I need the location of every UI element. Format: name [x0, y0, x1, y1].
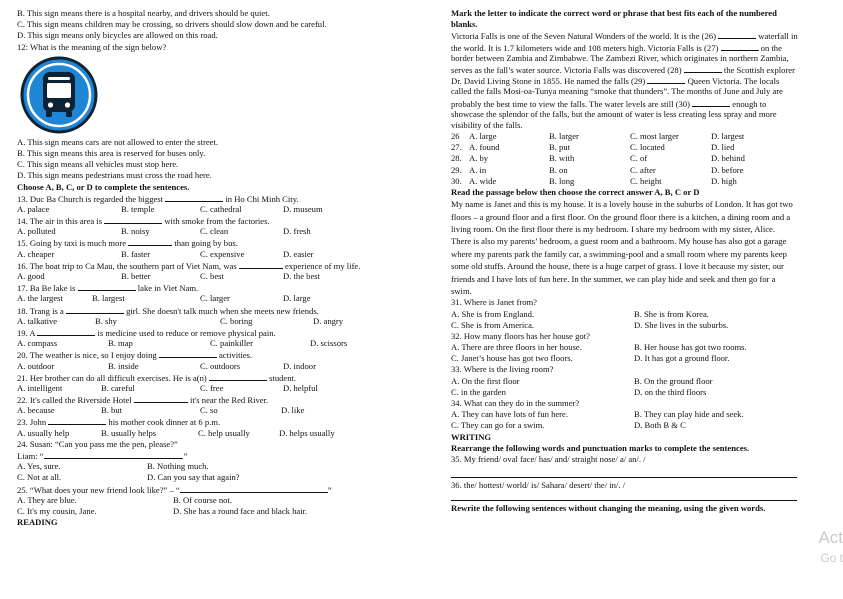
option-a[interactable]: A. intelligent [17, 382, 63, 393]
question-34: 34. What can they do in the summer? [451, 398, 580, 408]
option-a[interactable]: A. good [17, 271, 45, 281]
option-c[interactable]: C. located [630, 142, 665, 153]
question-32: 32. How many floors has her house got? [451, 330, 590, 341]
question-25: 25. “What does your new friend look like?” – “ ” [17, 484, 332, 495]
option-c[interactable]: C. best [200, 271, 224, 281]
option-d[interactable]: D. on the third floors [634, 386, 707, 397]
option-a[interactable]: A. because [17, 405, 55, 416]
option-c[interactable]: C. so [200, 405, 218, 416]
option-d[interactable]: D. easier [283, 248, 314, 259]
option-d[interactable]: D. Can you say that again? [147, 472, 240, 483]
option-b[interactable]: B. Her house has got two rooms. [634, 342, 747, 353]
option-b[interactable]: B. long [549, 175, 575, 186]
options-row [451, 153, 836, 164]
option-d[interactable]: D. largest [711, 131, 745, 142]
option-d[interactable]: D. the best [283, 271, 320, 281]
passage-line: some old stuffs. Around the house, there is a huge carpet of grass. I love it because my sister, our [451, 261, 784, 272]
answer-blank[interactable] [104, 215, 162, 224]
section-heading: blanks. [451, 19, 478, 30]
question-16: 16. The boat trip to Ca Mau, the southern part of Viet Nam, was experience of my life. [17, 260, 361, 271]
option-a[interactable]: A. Yes, sure. [17, 461, 61, 472]
option-c[interactable]: C. expensive [200, 248, 245, 259]
answer-blank[interactable] [692, 98, 730, 107]
option-d[interactable]: D. helpful [283, 382, 318, 393]
option-b[interactable]: B. on [549, 164, 568, 175]
right-column [451, 8, 836, 515]
option-d[interactable]: D. like [281, 405, 305, 416]
reading-heading: READING [17, 517, 58, 528]
option-b[interactable]: B. She is from Korea. [634, 308, 709, 319]
question-17: 17. Ba Be lake is lake in Viet Nam. [17, 283, 199, 294]
passage-line: serves as the fall’s water source. Victoria Falls was discovered (28) the Scottish explorer [451, 64, 795, 75]
options-row [451, 131, 836, 142]
passage-line: the world. It is 1.7 kilometers wide and 108 meters high. Victoria Falls is (27) on the [451, 42, 782, 53]
passage-line: where my parents park the family car, a swimming-pool and a small room where my parents keep [451, 248, 787, 259]
option-text: D. This sign means pedestrians must cross the road here. [17, 170, 212, 181]
option-d[interactable]: D. She has a round face and black hair. [173, 505, 308, 516]
writing-heading: WRITING [451, 431, 492, 442]
option-text: C. This sign means children may be crossing, so drivers should slow down and be careful. [17, 19, 327, 30]
option-a[interactable]: A. There are three floors in her house. [451, 342, 582, 353]
option-d[interactable]: D. It has got a ground floor. [634, 353, 730, 364]
options-row [17, 226, 407, 237]
option-text: D. This sign means only bicycles are allowed on this road. [17, 30, 218, 41]
passage-line: There is also my parents’ bedroom, a guest room and a bathroom. My house has also got a garage [451, 236, 787, 247]
option-text: C. This sign means all vehicles must stop here. [17, 159, 179, 170]
options-row [451, 409, 836, 420]
option-d[interactable]: D. fresh [283, 226, 311, 237]
question-number: 27. [451, 142, 462, 153]
options-row [451, 420, 836, 431]
option-text: B. This sign means there is a hospital nearby, and drivers should be quiet. [17, 8, 270, 18]
answer-blank[interactable] [78, 282, 136, 291]
question-20: 20. The weather is nice, so I enjoy doing activities. [17, 350, 253, 361]
option-d[interactable]: D. lied [711, 142, 735, 153]
option-a[interactable]: A. usually help [17, 427, 70, 438]
options-row [451, 342, 836, 353]
option-b[interactable]: B. faster [121, 248, 151, 259]
option-d[interactable]: D. large [283, 293, 311, 304]
option-b[interactable]: B. put [549, 142, 571, 153]
option-c[interactable]: C. of [630, 153, 648, 164]
option-c[interactable]: C. painkiller [210, 338, 253, 349]
option-c[interactable]: C. They can go for a swim. [451, 420, 545, 431]
option-c[interactable]: C. cathedral [200, 203, 242, 214]
option-b[interactable]: B. careful [101, 382, 135, 393]
section-heading: Choose A, B, C, or D to complete the sentences. [17, 181, 190, 192]
question-33: 33. Where is the living room? [451, 364, 554, 375]
option-a[interactable]: A. found [469, 142, 500, 153]
option-a[interactable]: A. They are blue. [17, 494, 77, 505]
options-row [17, 405, 407, 416]
passage-line: border between Zambia and Zimbabwe. The Zambezi River, which originates in northern Zambia, [451, 52, 789, 63]
option-text: B. This sign means this area is reserved for buses only. [17, 147, 206, 158]
option-b[interactable]: B. larger [549, 131, 579, 142]
answer-blank[interactable] [647, 75, 685, 84]
answer-blank[interactable] [128, 237, 172, 246]
passage-victoria-falls [451, 30, 836, 131]
passage-line: visibility of the falls. [451, 119, 523, 130]
option-b[interactable]: B. Nothing much. [147, 461, 209, 472]
option-b[interactable]: B. noisy [121, 226, 150, 237]
option-b[interactable]: B. temple [121, 203, 155, 214]
option-b[interactable]: B. On the ground floor [634, 375, 713, 386]
option-a[interactable]: A. They can have lots of fun here. [451, 409, 569, 420]
options-row [17, 361, 407, 372]
option-c[interactable]: C. boring [220, 315, 253, 326]
left-column [17, 8, 407, 528]
option-b[interactable]: B. but [101, 405, 123, 416]
option-a[interactable]: A. wide [469, 175, 497, 186]
options-row [17, 338, 407, 349]
option-c[interactable]: C. She is from America. [451, 319, 535, 330]
options-row [451, 320, 836, 331]
question-36: 36. the/ hottest/ world/ is/ Sahara/ desert/ the/ in/. / [451, 480, 625, 491]
option-b[interactable]: B. Of course not. [173, 494, 232, 505]
answer-blank[interactable] [159, 349, 217, 358]
passage-line: Dr. David Living Stone in 1855. He named the falls (29) Queen Victoria. The locals [451, 76, 780, 87]
section-heading: Read the passage below then choose the correct answer A, B, C or D [451, 187, 700, 197]
passage-line: swim. [451, 285, 472, 296]
options-row [451, 309, 836, 320]
option-c[interactable]: C. Not at all. [17, 472, 62, 483]
options-row [17, 293, 407, 304]
section-heading: Mark the letter to indicate the correct word or phrase that best fits each of the numbered [451, 8, 777, 18]
options-row [451, 142, 836, 153]
question-35: 35. My friend/ oval face/ has/ and/ straight nose/ a/ an/. / [451, 453, 646, 464]
question-18: 18. Trang is a girl. She doesn't talk much when she meets new friends. [17, 305, 319, 316]
answer-blank[interactable] [721, 42, 759, 51]
answer-blank[interactable] [134, 394, 188, 403]
option-c[interactable]: C. in the garden [451, 386, 506, 397]
option-a[interactable]: A. polluted [17, 226, 56, 237]
option-a[interactable]: A. the largest [17, 293, 63, 304]
options-row [451, 387, 836, 398]
option-a[interactable]: A. in [469, 164, 487, 175]
option-d[interactable]: D. scissors [310, 338, 348, 349]
options-row [17, 428, 407, 439]
option-d[interactable]: D. helps usually [279, 427, 335, 438]
answer-blank[interactable] [684, 64, 722, 73]
section-heading: Rearrange the following words and punctuation marks to complete the sentences. [451, 442, 750, 453]
option-b[interactable]: B. usually helps [101, 427, 157, 438]
option-c[interactable]: C. after [630, 164, 656, 175]
options-row [17, 495, 407, 506]
options-row [17, 316, 407, 327]
options-row [451, 376, 836, 387]
option-d[interactable]: D. indoor [283, 360, 316, 371]
option-d[interactable]: D. before [711, 164, 744, 175]
options-row [451, 176, 836, 187]
option-b[interactable]: B. shy [95, 315, 117, 326]
option-c[interactable]: C. clean [200, 226, 229, 237]
passage-line: floors – a ground floor and a first floor. On the ground floor there is a kitchen, a dining room and a [451, 211, 791, 222]
answer-blank[interactable] [44, 450, 182, 459]
option-b[interactable]: B. with [549, 153, 575, 164]
answer-blank[interactable] [165, 193, 223, 202]
option-d[interactable]: D. museum [283, 203, 323, 214]
question-number: 29. [451, 164, 462, 175]
activation-watermark-title: Act [818, 528, 843, 547]
option-d[interactable]: D. high [711, 175, 737, 186]
passage-line: probably the best time to view the falls. The water levels are still (30) enough to [451, 98, 767, 109]
passage-janet [451, 198, 836, 297]
option-d[interactable]: D. behind [711, 153, 745, 164]
question-12: 12: What is the meaning of the sign below? [17, 41, 167, 52]
option-a[interactable]: A. large [469, 131, 497, 142]
option-c[interactable]: C. It's my cousin, Jane. [17, 505, 97, 516]
question-15: 15. Going by taxi is much more than going by bus. [17, 238, 238, 249]
options-row [17, 249, 407, 260]
options-row [17, 271, 407, 282]
option-a[interactable]: A. palace [17, 203, 50, 214]
option-text: A. This sign means cars are not allowed to enter the street. [17, 136, 219, 147]
passage-line: Victoria Falls is one of the Seven Natural Wonders of the world. It is the (26) waterfall in [451, 31, 798, 42]
question-14: 14. The air in this area is with smoke from the factories. [17, 216, 270, 227]
option-b[interactable]: B. better [121, 271, 151, 281]
option-a[interactable]: A. talkative [17, 315, 58, 326]
option-b[interactable]: B. map [108, 338, 133, 349]
option-a[interactable]: A. compass [17, 338, 58, 349]
option-c[interactable]: C. most larger [630, 131, 679, 142]
question-number: 26 [451, 131, 460, 142]
option-d[interactable]: D. angry [313, 315, 344, 326]
answer-blank[interactable] [180, 484, 328, 493]
option-c[interactable]: C. Janet’s house has got two floors. [451, 353, 573, 364]
answer-blank[interactable] [66, 305, 124, 314]
passage-line: called the falls Mosi-oa-Tunya meaning “smoke that thunders”. The months of June and July are [451, 86, 783, 97]
question-21: 21. Her brother can do all difficult exercises. He is a(n) student. [17, 372, 297, 383]
option-c[interactable]: C. height [630, 175, 662, 186]
answer-line[interactable] [451, 468, 797, 478]
bus-sign [17, 53, 407, 137]
options-row [17, 204, 407, 215]
section-heading: Rewrite the following sentences without changing the meaning, using the given words. [451, 503, 766, 514]
option-c[interactable]: C. free [200, 382, 224, 393]
options-row [17, 461, 407, 472]
option-a[interactable]: A. outdoor [17, 360, 55, 371]
options-row [451, 165, 836, 176]
answer-blank[interactable] [718, 30, 756, 39]
option-a[interactable]: A. On the first floor [451, 375, 520, 386]
answer-blank[interactable] [239, 260, 283, 269]
passage-line: My name is Janet and this is my house. It is a lovely house in the suburbs of London. It has got two [451, 199, 793, 210]
question-number: 28. [451, 153, 462, 164]
options-row [17, 383, 407, 394]
option-b[interactable]: B. They can play hide and seek. [634, 409, 744, 420]
passage-line: showcase the splendor of the falls, but the amount of water is less creating less spray and more [451, 108, 777, 119]
answer-blank[interactable] [209, 372, 267, 381]
question-24: 24. Susan: “Can you pass me the pen, please?” [17, 438, 178, 449]
answer-blank[interactable] [37, 327, 95, 336]
option-b[interactable]: B. largest [92, 293, 125, 304]
answer-line[interactable] [451, 491, 797, 501]
option-d[interactable]: D. She lives in the suburbs. [634, 319, 729, 330]
option-c[interactable]: C. outdoors [200, 360, 241, 371]
question-22: 22. It's called the Riverside Hotel it's near the Red River. [17, 395, 269, 406]
question-31: 31. Where is Janet from? [451, 297, 537, 308]
activation-watermark-subtitle: Go t [820, 551, 843, 565]
option-d[interactable]: D. Both B & C [634, 420, 686, 431]
options-row [17, 472, 407, 483]
option-b[interactable]: B. inside [108, 360, 139, 371]
answer-blank[interactable] [48, 416, 106, 425]
option-c[interactable]: C. larger [200, 293, 230, 304]
options-row [17, 506, 407, 517]
option-c[interactable]: C. help usually [198, 427, 250, 438]
option-a[interactable]: A. by [469, 153, 489, 164]
option-a[interactable]: A. cheaper [17, 248, 55, 259]
options-row [451, 353, 836, 364]
option-a[interactable]: A. She is from England. [451, 308, 535, 319]
question-23: 23. John his mother cook dinner at 6 p.m. [17, 417, 221, 428]
answer-line: Liam: “ .” [17, 451, 188, 461]
bus-icon [19, 55, 99, 135]
question-number: 30. [451, 175, 462, 186]
question-13: 13. Duc Ba Church is regarded the biggest in Ho Chi Minh City. [17, 193, 299, 204]
passage-line: friends and I have lots of fun here. In the summer, we can play hide and seek and then go for a [451, 273, 776, 284]
question-19: 19. A is medicine used to reduce or remove physical pain. [17, 327, 276, 338]
passage-line: living room. On the first floor there is my bedroom. I share my bedroom with my sister, Alice. [451, 223, 776, 234]
